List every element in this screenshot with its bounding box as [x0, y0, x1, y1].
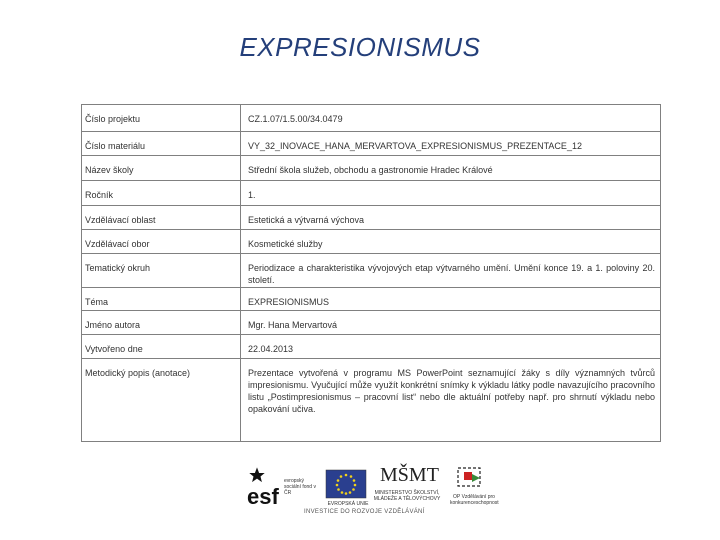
row-value: EXPRESIONISMUS: [241, 288, 661, 311]
table-row: [82, 156, 661, 181]
table-row: [82, 105, 661, 132]
eu-flag-icon: [324, 468, 368, 500]
row-label: Vzdělávací obor: [82, 230, 241, 254]
row-value: Estetická a výtvarná výchova: [241, 206, 661, 230]
msmt-logo: [372, 464, 442, 508]
eu-funding-logos: [240, 462, 500, 522]
row-label: Jméno autora: [82, 311, 241, 335]
row-label: Metodický popis (anotace): [82, 359, 241, 442]
row-value: VY_32_INOVACE_HANA_MERVARTOVA_EXPRESIONISMUS_PREZENTACE_12: [241, 132, 661, 156]
msmt-text: MINISTERSTVO ŠKOLSTVÍ, MLÁDEŽE A TĚLOVÝCHOVY: [373, 490, 441, 502]
table-row: [82, 359, 661, 442]
slide-title: EXPRESIONISMUS: [239, 32, 481, 62]
row-value: CZ.1.07/1.5.00/34.0479: [241, 105, 661, 132]
table-row: [82, 335, 661, 359]
row-value: 22.04.2013: [241, 335, 661, 359]
esf-text: evropský sociální fond v ČR: [284, 478, 316, 496]
row-value: Kosmetické služby: [241, 230, 661, 254]
row-label: Tematický okruh: [82, 254, 241, 288]
op-vk-logo: [450, 466, 498, 508]
row-value: Střední škola služeb, obchodu a gastronomie Hradec Králové: [241, 156, 661, 181]
eu-text: EVROPSKÁ UNIE: [327, 501, 369, 507]
row-label: Vzdělávací oblast: [82, 206, 241, 230]
esf-logo: [246, 466, 316, 508]
op-vk-text: OP Vzdělávání pro konkurenceschopnost: [450, 494, 499, 506]
row-label: Název školy: [82, 156, 241, 181]
row-value: 1.: [241, 181, 661, 206]
row-label: Číslo projektu: [82, 105, 241, 132]
table-row: [82, 311, 661, 335]
row-value: Periodizace a charakteristika vývojových etap výtvarného umění. Umění konce 19. a 1. poloviny 20. století.: [241, 254, 661, 288]
msmt-letters: MŠMT: [380, 464, 439, 486]
eu-logo: [324, 468, 368, 510]
table-row: [82, 254, 661, 288]
row-label: Vytvořeno dne: [82, 335, 241, 359]
row-label: Téma: [82, 288, 241, 311]
table-row: [82, 288, 661, 311]
invest-slogan: INVESTICE DO ROZVOJE VZDĚLÁVÁNÍ: [304, 509, 425, 515]
table-row: [82, 132, 661, 156]
row-value: Mgr. Hana Mervartová: [241, 311, 661, 335]
row-label: Ročník: [82, 181, 241, 206]
row-label: Číslo materiálu: [82, 132, 241, 156]
row-value: Prezentace vytvořená v programu MS PowerPoint seznamující žáky s díly významných tvůrců impresionismu. Vyučující může využít konkrétní snímky k výkladu látky podle navazujícího pracovního listu „Postimpresionismus – pracovní list“ nebo dle aktuální potřeby např. pro shrnutí výkladu nebo opakování učiva.: [241, 359, 661, 442]
esf-letters: esf: [247, 484, 279, 508]
table-row: [82, 230, 661, 254]
table-row: [82, 181, 661, 206]
op-vk-icon: [450, 466, 498, 494]
project-info-table: [81, 104, 661, 442]
table-row: [82, 206, 661, 230]
